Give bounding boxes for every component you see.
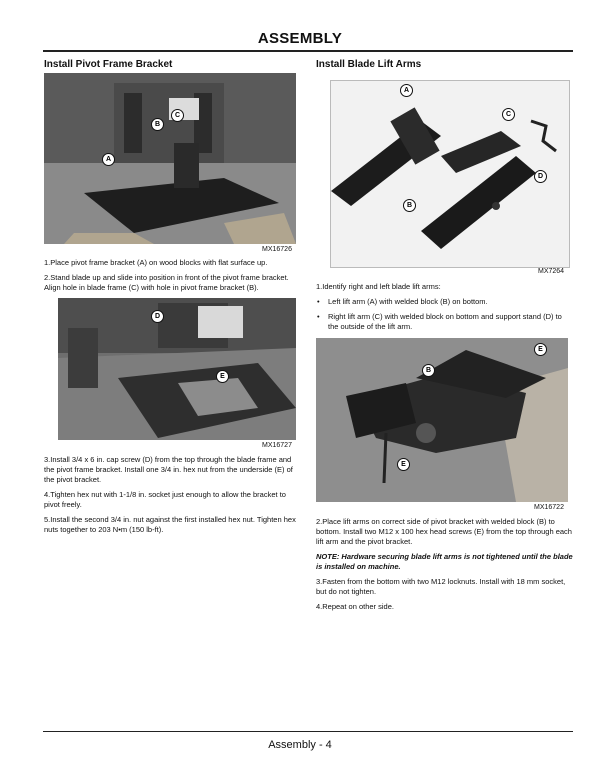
list-item: • Right lift arm (C) with welded block on bottom and support stand (D) to the outside of the lift arm. [326, 312, 574, 332]
callout-b: B [151, 118, 164, 131]
step-text: 1.Place pivot frame bracket (A) on wood blocks with flat surface up. [44, 258, 268, 267]
step-text: 3.Install 3/4 x 6 in. cap screw (D) from the top through the blade frame and the pivot frame bracket. Install one 3/4 in. hex nut from the underside (E) of the pivot bracket. [44, 455, 293, 484]
right-section-heading: Install Blade Lift Arms [316, 59, 422, 70]
right-steps [316, 517, 574, 617]
pivot-lift-photo [316, 338, 568, 502]
figure-caption: MX16727 [262, 442, 292, 449]
pivot-bracket-illustration-2 [58, 298, 296, 440]
callout-a: A [400, 84, 413, 97]
list-item: • Left lift arm (A) with welded block (B) on bottom. [326, 297, 574, 307]
callout-b: B [422, 364, 435, 377]
pivot-bracket-illustration-1 [44, 73, 296, 244]
figure-caption: MX7264 [538, 268, 565, 275]
footer-rule [43, 731, 573, 732]
figure-caption: MX16722 [534, 504, 564, 511]
lift-arms-photo [330, 80, 570, 268]
step-text: 3.Fasten from the bottom with two M12 locknuts. Install with 18 mm socket, but do not tighten. [316, 577, 566, 596]
callout-a: A [102, 153, 115, 166]
note-text: NOTE: Hardware securing blade lift arms is not tightened until the blade is installed on machine. [316, 552, 573, 571]
step-text: 2.Place lift arms on correct side of pivot bracket with welded block (B) to bottom. Install two M12 x 100 hex head screws (E) from the top through each lift arm and the pivot bracket. [316, 517, 572, 546]
step-text: 2.Stand blade up and slide into position in front of the pivot frame bracket. Align hole in blade frame (C) with hole in pivot frame bracket (B). [44, 273, 289, 292]
figure-caption: MX16726 [262, 246, 292, 253]
callout-c: C [171, 109, 184, 122]
page-title: ASSEMBLY [257, 30, 343, 47]
left-steps-a [44, 258, 299, 298]
callout-d: D [534, 170, 547, 183]
callout-d: D [151, 310, 164, 323]
pivot-bracket-photo-2 [58, 298, 296, 440]
step-text: 4.Tighten hex nut with 1-1/8 in. socket just enough to allow the bracket to pivot freely. [44, 490, 286, 509]
callout-e: E [216, 370, 229, 383]
left-section-heading: Install Pivot Frame Bracket [44, 59, 173, 70]
page-footer: Assembly - 4 [268, 739, 332, 751]
step-text: 4.Repeat on other side. [316, 602, 394, 611]
header-rule [43, 50, 573, 52]
callout-b: B [403, 199, 416, 212]
step-text: 5.Install the second 3/4 in. nut against the first installed hex nut. Tighten hex nuts together to 203 N•m (150 lb-ft). [44, 515, 296, 534]
right-step-1 [316, 282, 574, 337]
callout-e: E [534, 343, 547, 356]
lift-arm-list [316, 297, 574, 332]
pivot-bracket-photo-1 [44, 73, 296, 244]
step-text: 1.Identify right and left blade lift arms: [316, 282, 441, 291]
pivot-lift-illustration [316, 338, 568, 502]
left-steps-b [44, 455, 299, 540]
callout-c: C [502, 108, 515, 121]
callout-e: E [397, 458, 410, 471]
